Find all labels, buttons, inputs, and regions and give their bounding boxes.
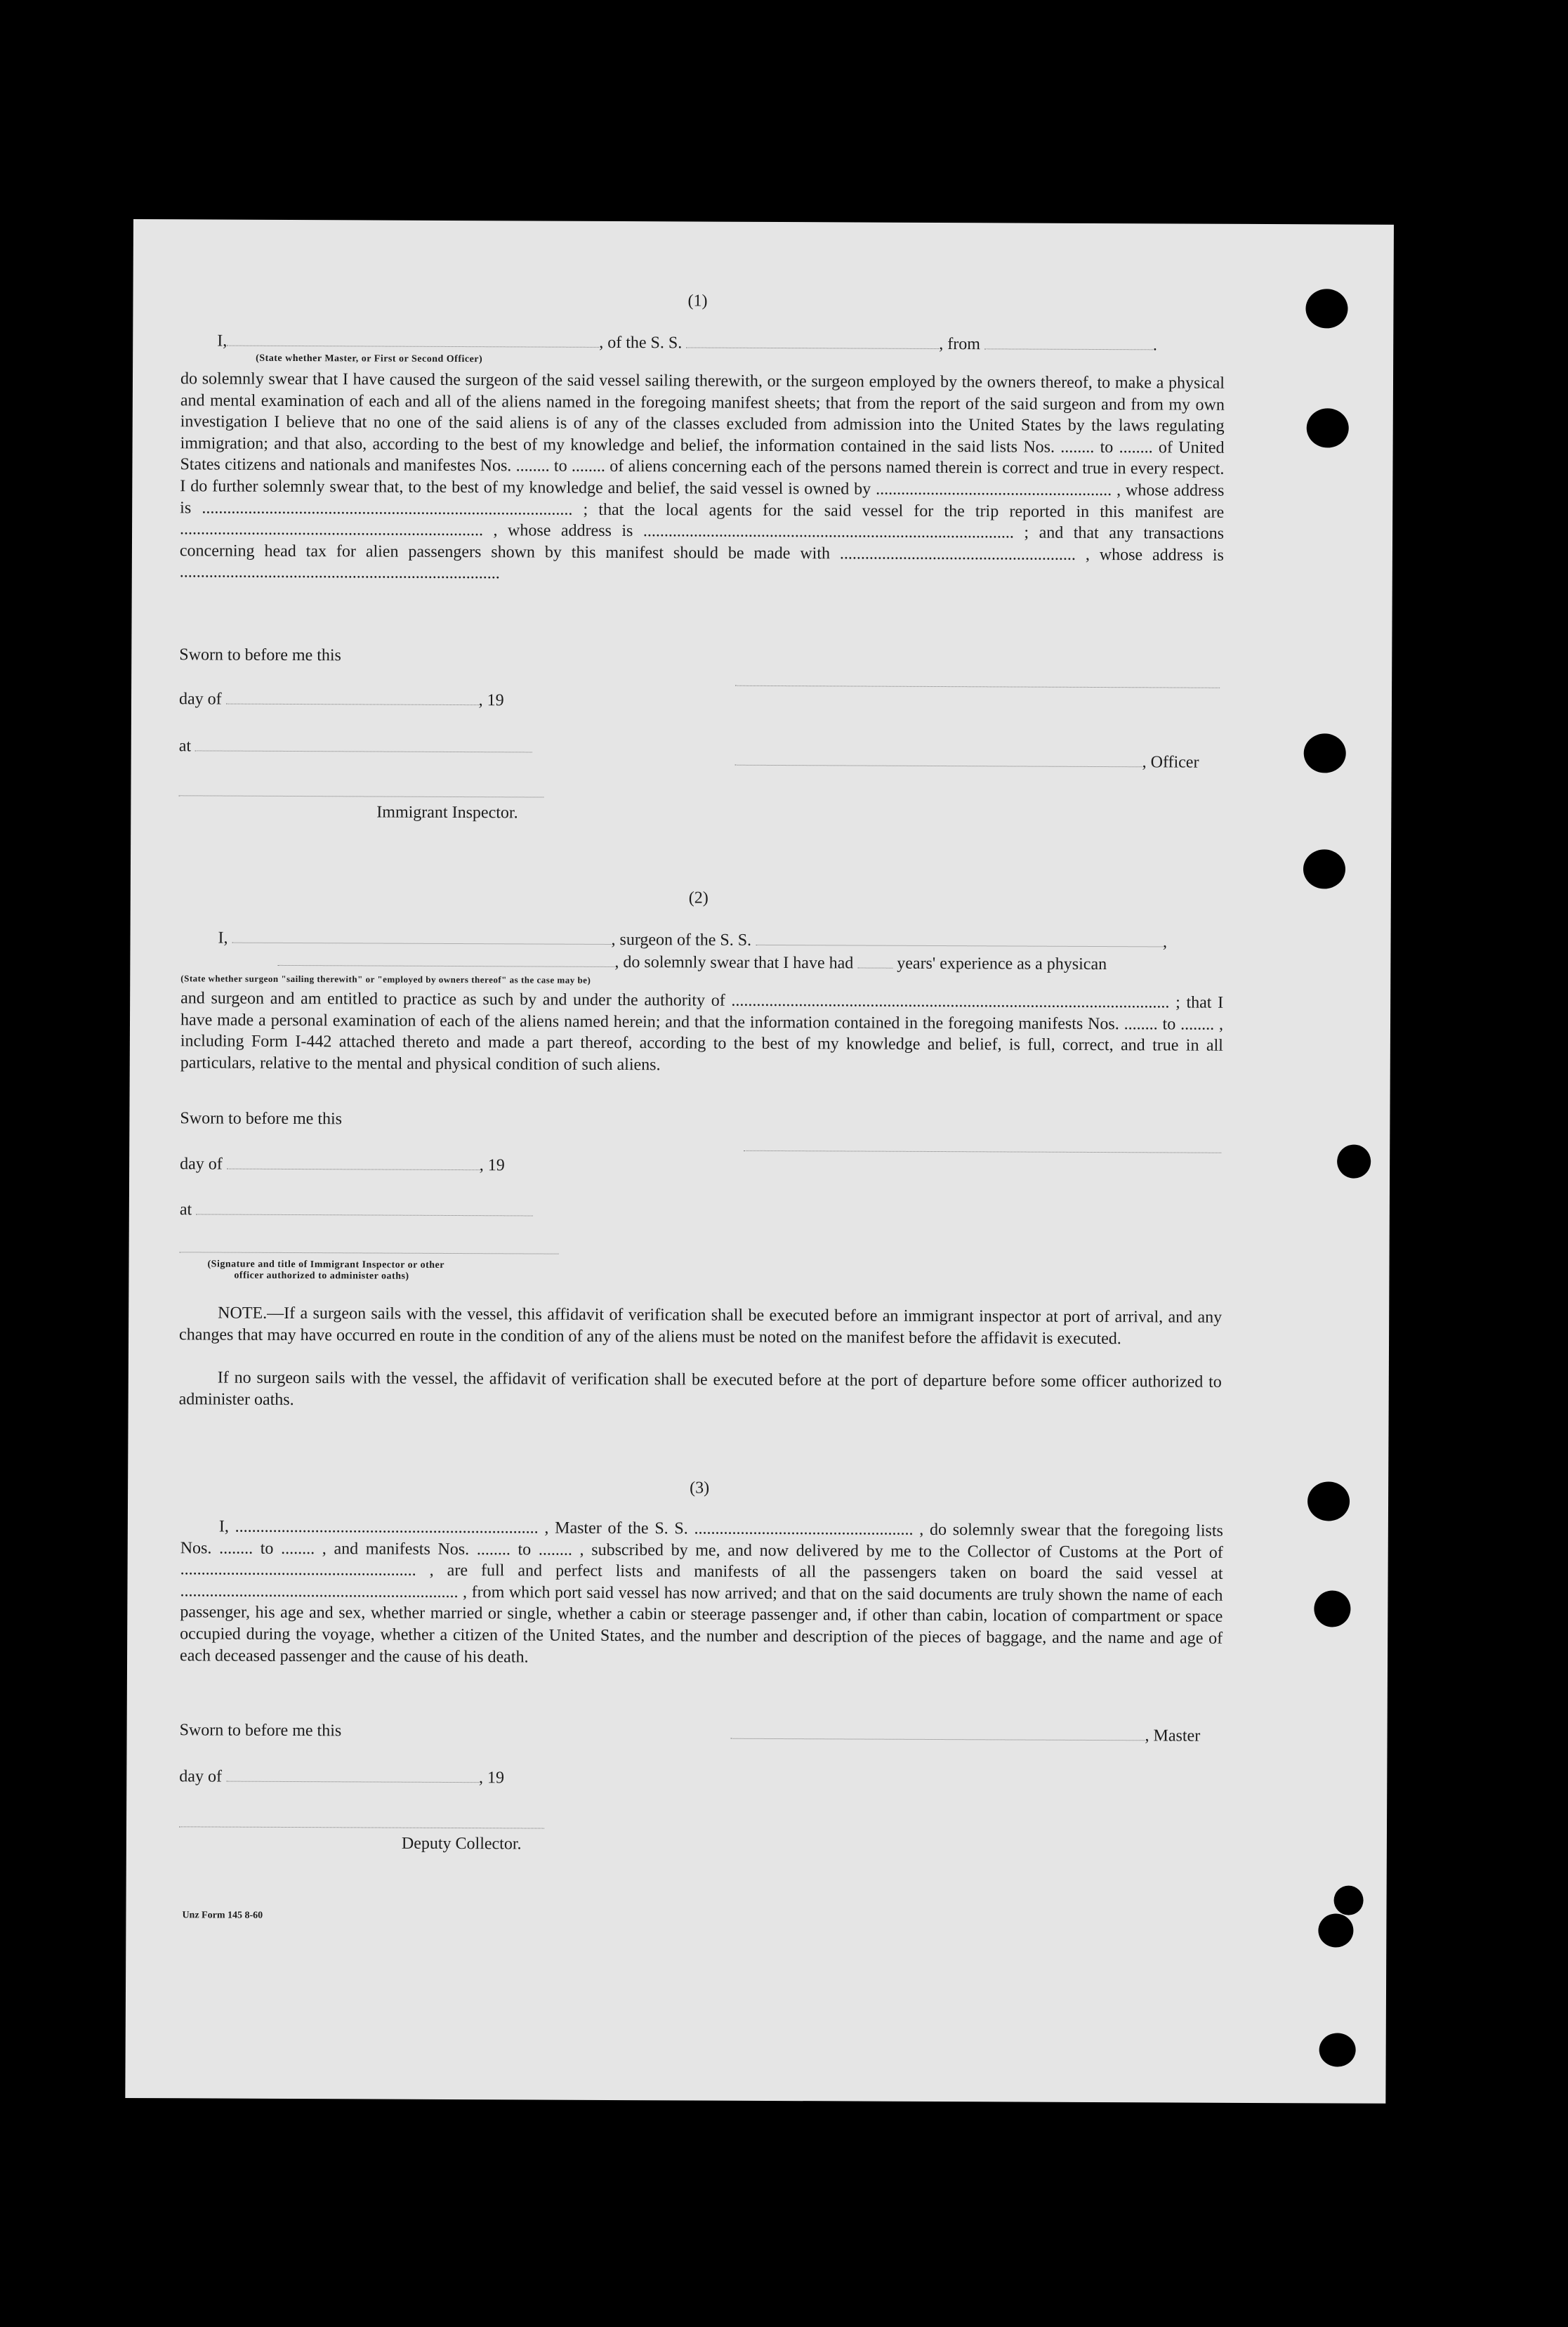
punch-hole [1305, 289, 1348, 328]
label-year: , 19 [478, 1769, 505, 1788]
section-3-master-line [731, 1724, 1201, 1747]
note-paragraph-2: If no surgeon sails with the vessel, the affidavit of verification shall be executed before at the port of departure before some officer authorized to administer oaths. [178, 1368, 1222, 1409]
label-experience: years' experience as a physican [897, 954, 1107, 974]
label-at: at [178, 737, 192, 756]
section-3-body: I, ........................................................................ , Master of the S. S. .................................................... , do solemnly swear that the foregoing lists Nos. ........ to ........ , and manifests Nos. ........ to ........ , subscribed by me, and now delivered by me to the Collector of Customs at the Port of ........................................................ , are full and perfect lists and manifests of all the passengers taken on board the said vessel at .................................................................. , from which port said vessel has now arrived; and that on the said documents are truly shown the name of each passenger, his age and sex, whether married or single, whether a cabin or steerage passenger and, if other than cabin, location of compartment or space occupied during the voyage, whether a citizen of the United States, and the number and description of the pieces of baggage, and the name and age of each deceased passenger and the cause of his death. [180, 1517, 1223, 1667]
label-year: , 19 [478, 691, 504, 710]
punch-hole [1303, 849, 1345, 889]
punch-hole [1304, 733, 1346, 773]
signature-line [744, 1151, 1221, 1153]
punch-hole [1319, 2033, 1356, 2066]
section-2-body: and surgeon and am entitled to practice as such by and under the authority of ........................................................................................................ ; that I have made a personal examination of each of the aliens named herein; and that the information contained in the foregoing manifests Nos. ........ to ........ , including Form I-442 attached thereto and made a part thereof, according to the best of my knowledge and belief, is full, correct, and true in all particulars, relative to the mental and physical condition of such aliens. [180, 989, 1224, 1075]
section-2-sworn: Sworn to before me this [180, 1109, 343, 1129]
label-day-of: day of [180, 1155, 223, 1174]
section-1-sworn: Sworn to before me this [179, 645, 341, 665]
section-1-at-line [179, 735, 532, 758]
label-at: at [179, 1200, 192, 1219]
label-master: , Master [1145, 1726, 1201, 1745]
section-3-day-line [179, 1766, 504, 1788]
section-1-body: do solemnly swear that I have caused the surgeon of the said vessel sailing therewith, or the surgeon employed by the owners thereof, to make a physical and mental examination of each and all of the aliens named in the foregoing manifest sheets; that from the report of the said surgeon and from my own investigation I believe that no one of the said aliens is of any of the classes excluded from admission into the United States by the laws regulating immigration; and that also, according to the best of my knowledge and belief, the information contained in the said lists Nos. ........ to ........ of United States citizens and nationals and manifestes Nos. ........ to ........ of aliens concerning each of the persons named therein is correct and true in every respect. I do further solemnly swear that, to the best of my knowledge and belief, the said vessel is owned by ........................................................ , whose address is ........................................................................................ ; that the local agents for the said vessel for the trip reported in this manifest are ........................................................................ , whose address is ........................................................................................ ; and that any transactions concerning head tax for alien passengers shown by this manifest should be made with ........................................................ , whose address is ............................................................................ [179, 369, 1225, 583]
punch-hole [1307, 1481, 1350, 1521]
punch-hole [1333, 1885, 1363, 1915]
section-2-sig-note-2: officer authorized to administer oaths) [234, 1270, 409, 1282]
section-1-officer-line [735, 750, 1199, 773]
punct: , [1163, 933, 1168, 952]
label-day-of: day of [179, 1767, 223, 1786]
label-i: I, [218, 929, 228, 948]
section-2-day-line [180, 1153, 505, 1176]
label-i: I, [217, 332, 228, 350]
punch-hole [1307, 408, 1349, 447]
section-3-deputy: Deputy Collector. [401, 1834, 522, 1854]
signature-line [180, 1252, 559, 1254]
section-2-note: (State whether surgeon "sailing therewith" or "employed by owners thereof" as the case may be) [180, 973, 591, 985]
section-2-number: (2) [688, 889, 709, 907]
label-day-of: day of [178, 690, 222, 709]
label-of-ss: , of the S. S. [599, 333, 683, 353]
section-3-sworn: Sworn to before me this [179, 1721, 342, 1741]
document-page [125, 219, 1394, 2104]
label-surgeon: , surgeon of the S. S. [611, 930, 752, 950]
signature-line [735, 686, 1220, 688]
section-1-number: (1) [687, 291, 708, 310]
section-2-line-1 [218, 928, 1167, 953]
label-solemnly-swear: , do solemnly swear that I have had [614, 953, 854, 973]
signature-line [179, 1826, 544, 1828]
section-1-inspector: Immigrant Inspector. [376, 803, 518, 822]
label-year: , 19 [479, 1156, 505, 1175]
section-1-day-line [179, 688, 504, 711]
punch-hole [1337, 1144, 1371, 1178]
section-3-number: (3) [690, 1479, 710, 1497]
label-from: , from [939, 335, 980, 354]
label-officer: , Officer [1142, 753, 1199, 772]
punch-hole [1318, 1913, 1353, 1947]
section-1-note: (State whether Master, or First or Second Officer) [256, 353, 483, 365]
signature-line [178, 795, 543, 797]
section-2-at-line [180, 1199, 533, 1221]
punct: . [1152, 336, 1157, 355]
form-identifier: Unz Form 145 8-60 [182, 1910, 263, 1921]
punch-hole [1314, 1590, 1350, 1627]
section-2-sig-note-1: (Signature and title of Immigrant Inspector or other [207, 1259, 445, 1271]
note-paragraph-1: NOTE.—If a surgeon sails with the vessel, this affidavit of verification shall be executed before an immigrant inspector at port of arrival, and any changes that may have occurred en route in the condition of any of the aliens must be noted on the manifest before the affidavit is executed. [179, 1304, 1223, 1348]
